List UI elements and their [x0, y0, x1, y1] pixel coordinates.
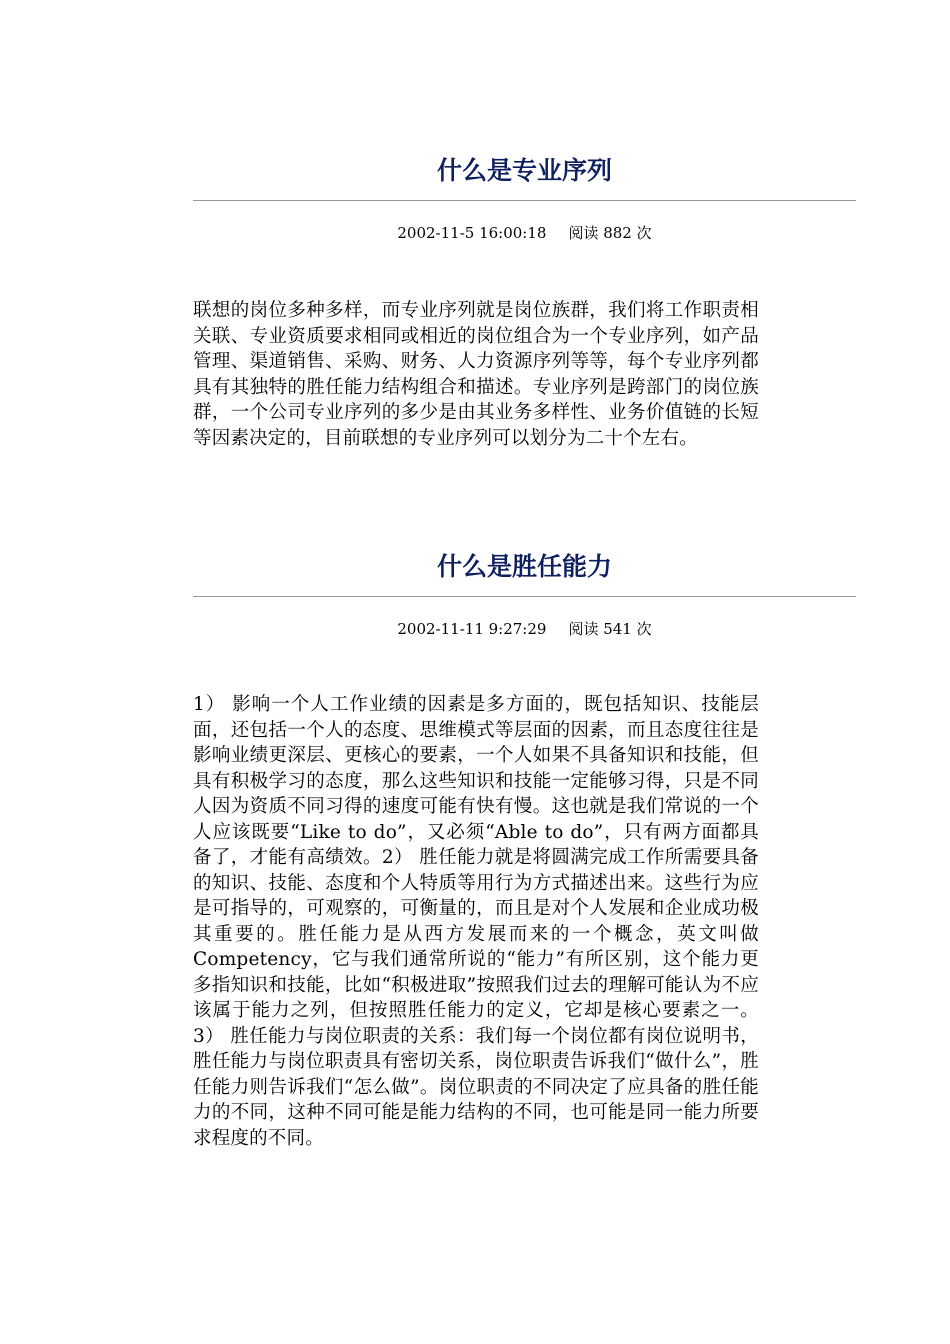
article-title: 什么是专业序列 [436, 156, 612, 185]
publish-date: 2002-11-5 16:00:18 [397, 224, 547, 242]
title-divider [193, 596, 856, 597]
article-body: 1） 影响一个人工作业绩的因素是多方面的，既包括知识、技能层面，还包括一个人的态度、思维模式等层面的因素，而且态度往往是影响业绩更深层、更核心的要素，一个人如果不具备知识和技能，但具有积极学习的态度，那么这些知识和技能一定能够习得，只是不同人因为资质不同习得的速度可能有快有慢。这也就是我们常说的一个人应该既要“Like to do”，又必须“Able to do”，只有两方面都具备了，才能有高绩效。2） 胜任能力就是将圆满完成工作所需要具备的知识、技能、态度和个人特质等用行为方式描述出来。这些行为应是可指导的，可观察的，可衡量的，而且是对个人发展和企业成功极其重要的。胜任能力是从西方发展而来的一个概念，英文叫做Competency，它与我们通常所说的“能力”有所区别，这个能力更多指知识和技能，比如“积极进取”按照我们过去的理解可能认为不应该属于能力之列，但按照胜任能力的定义，它却是核心要素之一。 3） 胜任能力与岗位职责的关系：我们每一个岗位都有岗位说明书，胜任能力与岗位职责具有密切关系，岗位职责告诉我们“做什么”，胜任能力则告诉我们“怎么做”。岗位职责的不同决定了应具备的胜任能力的不同，这种不同可能是能力结构的不同，也可能是同一能力所要求程度的不同。 [193, 694, 759, 1149]
read-count: 阅读 882 次 [568, 224, 652, 242]
article-competency [193, 550, 856, 1151]
article-body: 联想的岗位多种多样，而专业序列就是岗位族群，我们将工作职责相关联、专业资质要求相同或相近的岗位组合为一个专业序列，如产品管理、渠道销售、采购、财务、人力资源序列等等，每个专业序列都具有其独特的胜任能力结构组合和描述。专业序列是跨部门的岗位族群，一个公司专业序列的多少是由其业务多样性、业务价值链的长短等因素决定的，目前联想的专业序列可以划分为二十个左右。 [193, 300, 759, 449]
article-meta [193, 619, 856, 639]
article-meta [193, 223, 856, 243]
read-count: 阅读 541 次 [568, 620, 652, 638]
article-professional-sequence [193, 154, 856, 451]
publish-date: 2002-11-11 9:27:29 [397, 620, 547, 638]
article-title: 什么是胜任能力 [436, 552, 612, 581]
title-divider [193, 200, 856, 201]
